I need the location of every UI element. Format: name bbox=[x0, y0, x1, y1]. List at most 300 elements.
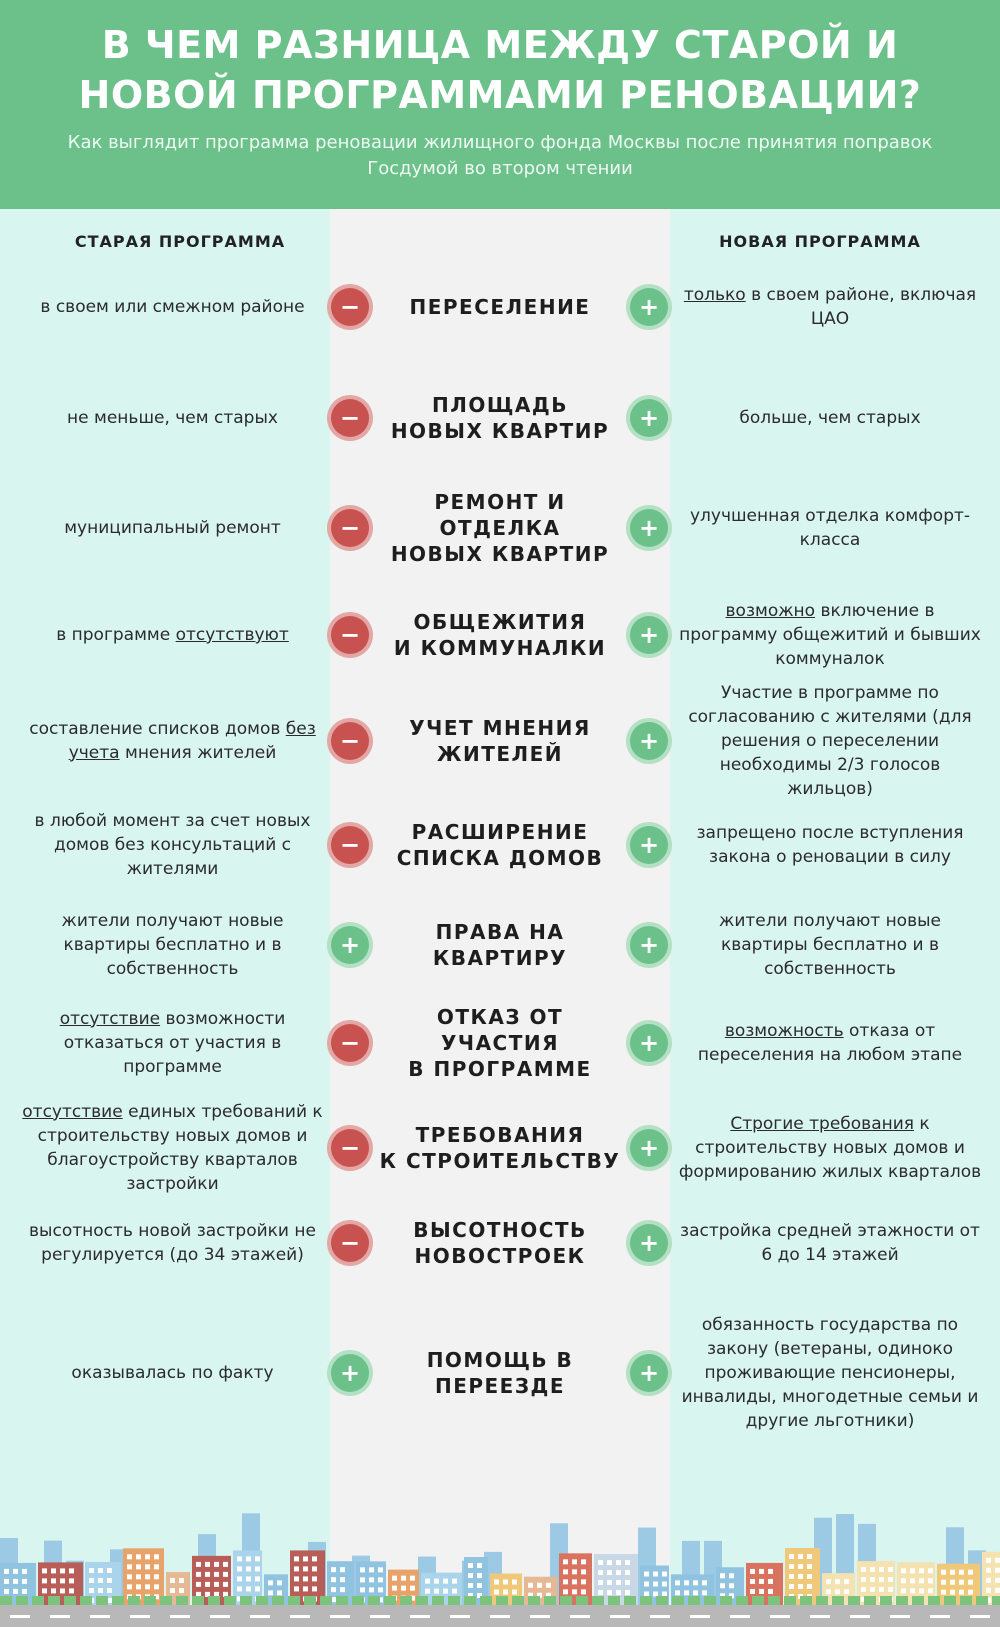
window bbox=[410, 1586, 415, 1591]
window bbox=[959, 1580, 964, 1585]
topic-label: ОБЩЕЖИТИЯ И КОММУНАЛКИ bbox=[393, 610, 607, 660]
window bbox=[51, 1578, 56, 1583]
window bbox=[625, 1570, 630, 1575]
window bbox=[684, 1590, 689, 1595]
window bbox=[879, 1567, 884, 1572]
new-program-value bbox=[675, 262, 985, 352]
window bbox=[378, 1587, 383, 1592]
window bbox=[768, 1579, 773, 1584]
window bbox=[653, 1571, 658, 1576]
underlined-text: без учета bbox=[68, 718, 316, 763]
window bbox=[729, 1573, 734, 1578]
bush bbox=[704, 1596, 716, 1605]
window bbox=[598, 1570, 603, 1575]
window bbox=[340, 1567, 345, 1572]
window bbox=[425, 1589, 430, 1594]
text-span: в своем или смежном районе bbox=[40, 297, 305, 317]
bush bbox=[160, 1596, 172, 1605]
comparison-row bbox=[0, 995, 1000, 1090]
window bbox=[22, 1579, 27, 1584]
window bbox=[807, 1554, 812, 1559]
window bbox=[223, 1572, 228, 1577]
old-program-value-text bbox=[71, 1361, 273, 1385]
window bbox=[268, 1590, 273, 1595]
new-program-value bbox=[675, 682, 985, 799]
window bbox=[616, 1570, 621, 1575]
window bbox=[995, 1588, 1000, 1593]
topic-label: ПОМОЩЬ В ПЕРЕЕЗДЕ bbox=[426, 1347, 574, 1398]
window bbox=[145, 1564, 150, 1569]
window bbox=[60, 1588, 65, 1593]
bush bbox=[176, 1596, 188, 1605]
bush bbox=[432, 1596, 444, 1605]
text-span: высотность новой застройки не регулируется (до 34 этажей) bbox=[29, 1220, 316, 1265]
old-program-value bbox=[20, 900, 325, 990]
text-span: оказывалась по факту bbox=[71, 1362, 274, 1383]
new-program-heading: НОВАЯ ПРОГРАММА bbox=[719, 232, 921, 251]
window bbox=[598, 1590, 603, 1595]
window bbox=[4, 1579, 9, 1584]
window bbox=[294, 1556, 299, 1561]
window bbox=[331, 1577, 336, 1582]
window bbox=[42, 1578, 47, 1583]
bush bbox=[128, 1596, 140, 1605]
window bbox=[901, 1578, 906, 1583]
plus-icon: + bbox=[630, 1354, 668, 1392]
window bbox=[959, 1570, 964, 1575]
old-program-value bbox=[20, 262, 325, 352]
window bbox=[179, 1588, 184, 1593]
window bbox=[789, 1574, 794, 1579]
window bbox=[702, 1590, 707, 1595]
old-program-value bbox=[20, 688, 325, 793]
bush bbox=[208, 1596, 220, 1605]
window bbox=[789, 1564, 794, 1569]
window bbox=[807, 1574, 812, 1579]
road-marking bbox=[850, 1615, 870, 1618]
window bbox=[512, 1580, 517, 1585]
window bbox=[607, 1590, 612, 1595]
window bbox=[477, 1573, 482, 1578]
road-marking bbox=[330, 1615, 350, 1618]
plus-icon: + bbox=[630, 616, 668, 654]
window bbox=[312, 1556, 317, 1561]
topic-label: ПЛОЩАДЬ НОВЫХ КВАРТИР bbox=[390, 393, 610, 443]
road-marking bbox=[130, 1615, 150, 1618]
underlined-text: отсутствуют bbox=[175, 625, 289, 645]
text-span: жители получают новые квартиры бесплатно и в собственность bbox=[719, 911, 941, 979]
old-program-value bbox=[20, 373, 325, 463]
plus-icon: + bbox=[630, 926, 668, 964]
bush bbox=[16, 1596, 28, 1605]
window bbox=[528, 1583, 533, 1588]
window bbox=[98, 1588, 103, 1593]
old-program-value-text bbox=[67, 406, 278, 430]
window bbox=[205, 1572, 210, 1577]
text-span: единых требований к строительству новых домов и благоустройству кварталов застройки bbox=[37, 1101, 323, 1194]
window bbox=[861, 1577, 866, 1582]
window bbox=[214, 1572, 219, 1577]
road-marking bbox=[250, 1615, 270, 1618]
window bbox=[928, 1588, 933, 1593]
window bbox=[572, 1569, 577, 1574]
road-marking bbox=[970, 1615, 990, 1618]
window bbox=[950, 1570, 955, 1575]
new-program-value bbox=[675, 1300, 985, 1445]
window bbox=[919, 1568, 924, 1573]
comparison-row bbox=[0, 682, 1000, 799]
road-marking bbox=[410, 1615, 430, 1618]
window bbox=[136, 1574, 141, 1579]
window bbox=[941, 1580, 946, 1585]
window bbox=[759, 1579, 764, 1584]
window bbox=[69, 1568, 74, 1573]
window bbox=[995, 1558, 1000, 1563]
bush bbox=[832, 1596, 844, 1605]
window bbox=[107, 1588, 112, 1593]
window bbox=[720, 1583, 725, 1588]
window bbox=[870, 1587, 875, 1592]
bush bbox=[80, 1596, 92, 1605]
bush bbox=[912, 1596, 924, 1605]
old-program-value bbox=[20, 995, 325, 1090]
road-marking bbox=[890, 1615, 910, 1618]
window bbox=[401, 1586, 406, 1591]
window bbox=[901, 1568, 906, 1573]
window bbox=[477, 1563, 482, 1568]
window bbox=[607, 1560, 612, 1565]
window bbox=[910, 1588, 915, 1593]
window bbox=[277, 1580, 282, 1585]
new-program-value bbox=[675, 800, 985, 890]
bush bbox=[48, 1596, 60, 1605]
window bbox=[879, 1577, 884, 1582]
window bbox=[303, 1556, 308, 1561]
bush bbox=[816, 1596, 828, 1605]
road-marking bbox=[210, 1615, 230, 1618]
header bbox=[0, 0, 1000, 209]
topic-label: УЧЕТ МНЕНИЯ ЖИТЕЛЕЙ bbox=[409, 715, 591, 766]
window bbox=[941, 1570, 946, 1575]
window bbox=[246, 1556, 251, 1561]
minus-icon: − bbox=[331, 288, 369, 326]
window bbox=[950, 1580, 955, 1585]
window bbox=[392, 1576, 397, 1581]
window bbox=[154, 1574, 159, 1579]
bush bbox=[0, 1596, 12, 1605]
text-span: улучшенная отделка комфорт-класса bbox=[689, 505, 971, 550]
text-span: отказа от переселения на любом этапе bbox=[697, 1020, 963, 1065]
window bbox=[42, 1588, 47, 1593]
window bbox=[179, 1578, 184, 1583]
new-program-value-text bbox=[675, 1112, 985, 1184]
page-title: В ЧЕМ РАЗНИЦА МЕЖДУ СТАРОЙ И НОВОЙ ПРОГРАММАМИ РЕНОВАЦИИ? bbox=[78, 23, 922, 117]
window bbox=[145, 1584, 150, 1589]
window bbox=[950, 1590, 955, 1595]
comparison-row bbox=[0, 800, 1000, 890]
window bbox=[607, 1580, 612, 1585]
text-span: застройка средней этажности от 6 до 14 этажей bbox=[680, 1220, 980, 1265]
window bbox=[89, 1588, 94, 1593]
text-span: запрещено после вступления закона о реновации в силу bbox=[696, 823, 964, 867]
window bbox=[127, 1564, 132, 1569]
bush bbox=[720, 1596, 732, 1605]
window bbox=[303, 1566, 308, 1571]
window bbox=[644, 1581, 649, 1586]
text-span: в программе bbox=[56, 625, 176, 645]
new-program-value-text bbox=[675, 1219, 985, 1267]
road-marking bbox=[370, 1615, 390, 1618]
new-program-value bbox=[675, 480, 985, 575]
window bbox=[369, 1567, 374, 1572]
window bbox=[844, 1589, 849, 1594]
bush bbox=[896, 1596, 908, 1605]
minus-icon: − bbox=[331, 1024, 369, 1062]
window bbox=[503, 1580, 508, 1585]
window bbox=[196, 1572, 201, 1577]
minus-icon: − bbox=[331, 1224, 369, 1262]
window bbox=[214, 1562, 219, 1567]
window bbox=[995, 1578, 1000, 1583]
window bbox=[303, 1576, 308, 1581]
window bbox=[340, 1587, 345, 1592]
old-program-value-text bbox=[40, 295, 304, 319]
old-program-value bbox=[20, 1100, 325, 1195]
comparison-row bbox=[0, 1300, 1000, 1445]
plus-icon: + bbox=[630, 1224, 668, 1262]
window bbox=[255, 1576, 260, 1581]
old-program-value-text bbox=[20, 717, 325, 765]
window bbox=[237, 1556, 242, 1561]
window bbox=[888, 1567, 893, 1572]
window bbox=[294, 1566, 299, 1571]
bush bbox=[592, 1596, 604, 1605]
minus-icon: − bbox=[331, 826, 369, 864]
new-program-value-text bbox=[675, 504, 985, 552]
window bbox=[294, 1586, 299, 1591]
window bbox=[581, 1569, 586, 1574]
window bbox=[51, 1568, 56, 1573]
window bbox=[807, 1564, 812, 1569]
window bbox=[13, 1589, 18, 1594]
text-span: в своем районе, включая ЦАО bbox=[745, 285, 977, 329]
window bbox=[331, 1587, 336, 1592]
window bbox=[759, 1589, 764, 1594]
window bbox=[653, 1591, 658, 1596]
road-marking bbox=[930, 1615, 950, 1618]
bush bbox=[544, 1596, 556, 1605]
window bbox=[581, 1579, 586, 1584]
underlined-text: возможность bbox=[724, 1020, 844, 1041]
new-program-value-text bbox=[675, 1019, 985, 1067]
window bbox=[294, 1576, 299, 1581]
bush bbox=[976, 1596, 988, 1605]
window bbox=[312, 1586, 317, 1591]
window bbox=[205, 1582, 210, 1587]
window bbox=[870, 1577, 875, 1582]
window bbox=[693, 1590, 698, 1595]
bush bbox=[672, 1596, 684, 1605]
window bbox=[51, 1588, 56, 1593]
new-program-value bbox=[675, 1100, 985, 1195]
window bbox=[360, 1577, 365, 1582]
window bbox=[563, 1579, 568, 1584]
window bbox=[563, 1559, 568, 1564]
bush bbox=[928, 1596, 940, 1605]
bush bbox=[752, 1596, 764, 1605]
bush bbox=[352, 1596, 364, 1605]
bush bbox=[112, 1596, 124, 1605]
window bbox=[616, 1580, 621, 1585]
old-program-value-text bbox=[20, 909, 325, 981]
old-program-heading: СТАРАЯ ПРОГРАММА bbox=[74, 232, 286, 251]
bush bbox=[656, 1596, 668, 1605]
window bbox=[959, 1590, 964, 1595]
underlined-text: отсутствие bbox=[22, 1101, 123, 1122]
window bbox=[616, 1590, 621, 1595]
window bbox=[277, 1590, 282, 1595]
window bbox=[136, 1564, 141, 1569]
window bbox=[750, 1589, 755, 1594]
window bbox=[968, 1590, 973, 1595]
window bbox=[768, 1589, 773, 1594]
bush bbox=[240, 1596, 252, 1605]
window bbox=[223, 1562, 228, 1567]
comparison-row bbox=[0, 900, 1000, 990]
bush bbox=[528, 1596, 540, 1605]
window bbox=[255, 1566, 260, 1571]
old-program-value-text bbox=[20, 1219, 325, 1267]
window bbox=[107, 1568, 112, 1573]
window bbox=[644, 1571, 649, 1576]
window bbox=[928, 1578, 933, 1583]
window bbox=[98, 1568, 103, 1573]
window bbox=[919, 1578, 924, 1583]
old-program-value-text bbox=[20, 809, 325, 881]
window bbox=[581, 1559, 586, 1564]
plus-icon: + bbox=[630, 1024, 668, 1062]
window bbox=[246, 1566, 251, 1571]
bush bbox=[288, 1596, 300, 1605]
road-marking bbox=[690, 1615, 710, 1618]
window bbox=[268, 1580, 273, 1585]
window bbox=[644, 1591, 649, 1596]
old-program-value-text bbox=[64, 516, 281, 540]
underlined-text: только bbox=[683, 285, 746, 305]
window bbox=[512, 1590, 517, 1595]
bush bbox=[336, 1596, 348, 1605]
window bbox=[494, 1590, 499, 1595]
window bbox=[653, 1581, 658, 1586]
window bbox=[312, 1576, 317, 1581]
bush bbox=[992, 1596, 1000, 1605]
topic-label: ПЕРЕСЕЛЕНИЕ bbox=[409, 295, 591, 319]
bush bbox=[848, 1596, 860, 1605]
window bbox=[572, 1579, 577, 1584]
window bbox=[340, 1577, 345, 1582]
window bbox=[425, 1579, 430, 1584]
window bbox=[835, 1579, 840, 1584]
window bbox=[598, 1580, 603, 1585]
window bbox=[826, 1579, 831, 1584]
window bbox=[563, 1589, 568, 1594]
comparison-row bbox=[0, 480, 1000, 575]
minus-icon: − bbox=[331, 1129, 369, 1167]
window bbox=[607, 1570, 612, 1575]
window bbox=[98, 1578, 103, 1583]
window bbox=[941, 1590, 946, 1595]
window bbox=[968, 1570, 973, 1575]
window bbox=[468, 1573, 473, 1578]
bush bbox=[944, 1596, 956, 1605]
old-program-value bbox=[20, 1200, 325, 1285]
underlined-text: Строгие требования bbox=[730, 1113, 914, 1134]
minus-icon: − bbox=[331, 616, 369, 654]
bush bbox=[960, 1596, 972, 1605]
window bbox=[223, 1582, 228, 1587]
window bbox=[255, 1586, 260, 1591]
new-program-value-text bbox=[675, 1313, 985, 1433]
window bbox=[768, 1569, 773, 1574]
topic-label: ПРАВА НА КВАРТИРУ bbox=[432, 920, 568, 970]
minus-icon: − bbox=[331, 399, 369, 437]
window bbox=[410, 1576, 415, 1581]
window bbox=[154, 1554, 159, 1559]
window bbox=[995, 1568, 1000, 1573]
topic-label: РАСШИРЕНИЕ СПИСКА ДОМОВ bbox=[396, 820, 604, 870]
window bbox=[136, 1554, 141, 1559]
topic-label: РЕМОНТ И ОТДЕЛКА НОВЫХ КВАРТИР bbox=[390, 489, 610, 566]
old-program-value bbox=[20, 585, 325, 685]
window bbox=[494, 1580, 499, 1585]
window bbox=[369, 1587, 374, 1592]
bush bbox=[64, 1596, 76, 1605]
window bbox=[196, 1582, 201, 1587]
window bbox=[625, 1590, 630, 1595]
window bbox=[331, 1567, 336, 1572]
window bbox=[598, 1560, 603, 1565]
bush bbox=[560, 1596, 572, 1605]
comparison-row bbox=[0, 373, 1000, 463]
bush bbox=[192, 1596, 204, 1605]
window bbox=[729, 1583, 734, 1588]
window bbox=[616, 1560, 621, 1565]
window bbox=[625, 1580, 630, 1585]
window bbox=[625, 1560, 630, 1565]
window bbox=[360, 1587, 365, 1592]
bush bbox=[384, 1596, 396, 1605]
window bbox=[443, 1579, 448, 1584]
bush bbox=[880, 1596, 892, 1605]
window bbox=[798, 1554, 803, 1559]
road-marking bbox=[730, 1615, 750, 1618]
window bbox=[378, 1577, 383, 1582]
topic-label: ОТКАЗ ОТ УЧАСТИЯ В ПРОГРАММЕ bbox=[408, 1004, 592, 1081]
minus-icon: − bbox=[331, 509, 369, 547]
comparison-row bbox=[0, 1100, 1000, 1195]
window bbox=[255, 1556, 260, 1561]
text-span: включение в программу общежитий и бывших коммуналок bbox=[679, 601, 981, 669]
window bbox=[662, 1591, 667, 1596]
bush bbox=[576, 1596, 588, 1605]
window bbox=[89, 1568, 94, 1573]
plus-icon: + bbox=[630, 288, 668, 326]
text-span: Участие в программе по согласованию с жителями (для решения о переселении необходимы 2/3 голосов жильцов) bbox=[688, 682, 972, 799]
bush bbox=[784, 1596, 796, 1605]
window bbox=[477, 1583, 482, 1588]
window bbox=[360, 1567, 365, 1572]
window bbox=[684, 1580, 689, 1585]
